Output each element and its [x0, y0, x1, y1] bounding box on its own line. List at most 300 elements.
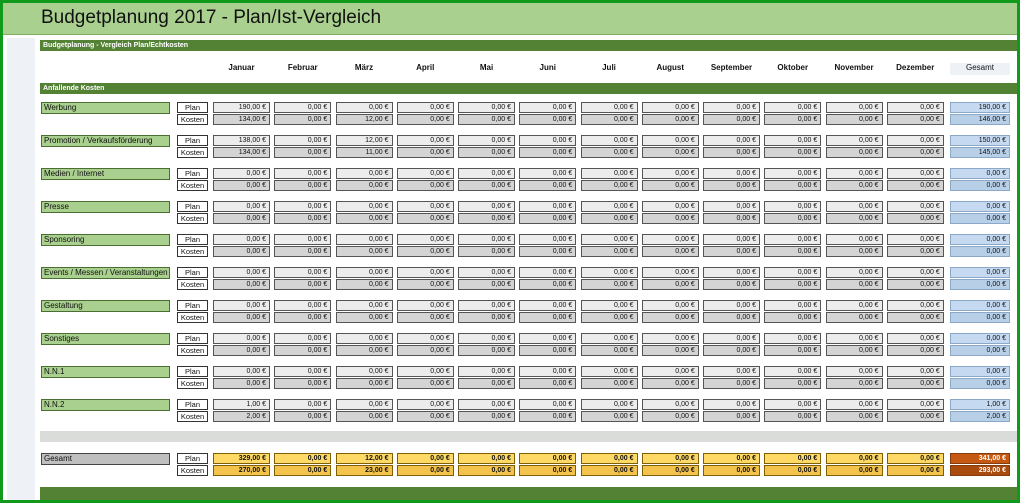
kosten-cell[interactable]: 0,00 €: [458, 246, 515, 257]
plan-cell[interactable]: 0,00 €: [274, 267, 331, 278]
plan-cell[interactable]: 0,00 €: [274, 201, 331, 212]
plan-cell[interactable]: 0,00 €: [887, 300, 944, 311]
kosten-cell[interactable]: 0,00 €: [397, 180, 454, 191]
kosten-cell[interactable]: 11,00 €: [336, 147, 393, 158]
kosten-cell[interactable]: 0,00 €: [642, 213, 699, 224]
kosten-cell[interactable]: 0,00 €: [397, 147, 454, 158]
kosten-cell[interactable]: 0,00 €: [581, 345, 638, 356]
kosten-cell[interactable]: 0,00 €: [397, 411, 454, 422]
gesamt-plan-cell: 0,00 €: [458, 453, 515, 464]
kosten-cell[interactable]: 0,00 €: [764, 246, 821, 257]
plan-cell[interactable]: 0,00 €: [213, 168, 270, 179]
plan-cell[interactable]: 0,00 €: [519, 168, 576, 179]
plan-cell[interactable]: 0,00 €: [887, 135, 944, 146]
kosten-cell[interactable]: 0,00 €: [642, 378, 699, 389]
plan-cell[interactable]: 0,00 €: [458, 135, 515, 146]
kosten-cell[interactable]: 0,00 €: [458, 180, 515, 191]
kosten-cell[interactable]: 0,00 €: [703, 246, 760, 257]
kosten-cell[interactable]: 0,00 €: [397, 378, 454, 389]
kosten-cell[interactable]: 0,00 €: [274, 147, 331, 158]
kosten-cell[interactable]: 0,00 €: [826, 246, 883, 257]
kosten-cell[interactable]: 0,00 €: [519, 246, 576, 257]
plan-cell[interactable]: 0,00 €: [519, 102, 576, 113]
month-header-8: September: [710, 63, 753, 72]
kosten-cell[interactable]: 0,00 €: [458, 147, 515, 158]
kosten-cell[interactable]: 0,00 €: [581, 279, 638, 290]
plan-cell[interactable]: 0,00 €: [764, 399, 821, 410]
kosten-cell[interactable]: 0,00 €: [887, 378, 944, 389]
kosten-cell[interactable]: 0,00 €: [581, 411, 638, 422]
total-kosten-cell: 0,00 €: [950, 378, 1010, 389]
kosten-cell[interactable]: 0,00 €: [274, 114, 331, 125]
kosten-cell[interactable]: 0,00 €: [703, 213, 760, 224]
kosten-cell[interactable]: 0,00 €: [274, 246, 331, 257]
kosten-cell[interactable]: 0,00 €: [336, 279, 393, 290]
gesamt-kosten-cell: 0,00 €: [764, 465, 821, 476]
kosten-cell[interactable]: 0,00 €: [336, 213, 393, 224]
kosten-cell[interactable]: 2,00 €: [213, 411, 270, 422]
kosten-label: Kosten: [177, 180, 208, 191]
kosten-cell[interactable]: 0,00 €: [764, 345, 821, 356]
kosten-label: Kosten: [177, 114, 208, 125]
plan-cell[interactable]: 0,00 €: [826, 102, 883, 113]
plan-cell[interactable]: 0,00 €: [274, 300, 331, 311]
gesamt-kosten-cell: 0,00 €: [519, 465, 576, 476]
plan-cell[interactable]: 0,00 €: [581, 135, 638, 146]
plan-cell[interactable]: 0,00 €: [519, 267, 576, 278]
plan-label: Plan: [177, 300, 208, 311]
kosten-cell[interactable]: 0,00 €: [581, 378, 638, 389]
month-header-7: August: [656, 63, 685, 72]
plan-cell[interactable]: 0,00 €: [397, 333, 454, 344]
plan-cell[interactable]: 0,00 €: [336, 300, 393, 311]
plan-cell[interactable]: 0,00 €: [887, 267, 944, 278]
plan-cell[interactable]: 0,00 €: [336, 102, 393, 113]
kosten-cell[interactable]: 0,00 €: [764, 147, 821, 158]
kosten-cell[interactable]: 0,00 €: [274, 312, 331, 323]
kosten-label: Kosten: [177, 279, 208, 290]
plan-cell[interactable]: 0,00 €: [887, 399, 944, 410]
kosten-cell[interactable]: 0,00 €: [642, 180, 699, 191]
plan-cell[interactable]: 0,00 €: [397, 267, 454, 278]
kosten-cell[interactable]: 0,00 €: [458, 312, 515, 323]
plan-cell[interactable]: 0,00 €: [458, 102, 515, 113]
kosten-cell[interactable]: 134,00 €: [213, 147, 270, 158]
plan-cell[interactable]: 0,00 €: [397, 300, 454, 311]
plan-cell[interactable]: 0,00 €: [336, 333, 393, 344]
plan-cell[interactable]: 0,00 €: [519, 201, 576, 212]
kosten-cell[interactable]: 0,00 €: [458, 345, 515, 356]
plan-cell[interactable]: 0,00 €: [458, 168, 515, 179]
kosten-cell[interactable]: 134,00 €: [213, 114, 270, 125]
kosten-label: Kosten: [177, 246, 208, 257]
gesamt-kosten-cell: 0,00 €: [581, 465, 638, 476]
gesamt-plan-cell: 0,00 €: [703, 453, 760, 464]
gesamt-kosten-cell: 0,00 €: [826, 465, 883, 476]
plan-cell[interactable]: 0,00 €: [703, 135, 760, 146]
plan-cell[interactable]: 0,00 €: [458, 300, 515, 311]
plan-cell[interactable]: 0,00 €: [703, 234, 760, 245]
kosten-cell[interactable]: 0,00 €: [642, 279, 699, 290]
plan-cell[interactable]: 0,00 €: [458, 333, 515, 344]
plan-cell[interactable]: 0,00 €: [274, 135, 331, 146]
plan-cell[interactable]: 0,00 €: [703, 366, 760, 377]
plan-cell[interactable]: 0,00 €: [887, 333, 944, 344]
plan-cell[interactable]: 0,00 €: [519, 135, 576, 146]
kosten-cell[interactable]: 0,00 €: [274, 180, 331, 191]
kosten-cell[interactable]: 0,00 €: [274, 213, 331, 224]
plan-cell[interactable]: 0,00 €: [336, 399, 393, 410]
kosten-cell[interactable]: 0,00 €: [703, 114, 760, 125]
total-kosten-cell: 146,00 €: [950, 114, 1010, 125]
kosten-cell[interactable]: 12,00 €: [336, 114, 393, 125]
plan-cell[interactable]: 0,00 €: [519, 300, 576, 311]
plan-cell[interactable]: 0,00 €: [458, 201, 515, 212]
plan-cell[interactable]: 0,00 €: [764, 102, 821, 113]
kosten-cell[interactable]: 0,00 €: [826, 147, 883, 158]
month-header-11: Dezember: [896, 63, 935, 72]
kosten-cell[interactable]: 0,00 €: [581, 312, 638, 323]
gesamt-plan-cell: 0,00 €: [581, 453, 638, 464]
plan-cell[interactable]: 0,00 €: [213, 234, 270, 245]
plan-cell[interactable]: 0,00 €: [826, 135, 883, 146]
category-label: Sonstiges: [41, 333, 170, 345]
kosten-cell[interactable]: 0,00 €: [764, 279, 821, 290]
kosten-cell[interactable]: 0,00 €: [703, 345, 760, 356]
plan-cell[interactable]: 0,00 €: [703, 201, 760, 212]
gesamt-plan-cell: 0,00 €: [764, 453, 821, 464]
kosten-cell[interactable]: 0,00 €: [581, 213, 638, 224]
kosten-cell[interactable]: 0,00 €: [397, 246, 454, 257]
plan-cell[interactable]: 0,00 €: [887, 201, 944, 212]
plan-cell[interactable]: 190,00 €: [213, 102, 270, 113]
plan-cell[interactable]: 0,00 €: [764, 135, 821, 146]
kosten-cell[interactable]: 0,00 €: [397, 279, 454, 290]
plan-cell[interactable]: 0,00 €: [887, 102, 944, 113]
plan-cell[interactable]: 0,00 €: [397, 234, 454, 245]
kosten-cell[interactable]: 0,00 €: [397, 213, 454, 224]
plan-cell[interactable]: 0,00 €: [764, 168, 821, 179]
kosten-cell[interactable]: 0,00 €: [519, 378, 576, 389]
plan-cell[interactable]: 0,00 €: [397, 168, 454, 179]
kosten-cell[interactable]: 0,00 €: [213, 180, 270, 191]
kosten-cell[interactable]: 0,00 €: [274, 279, 331, 290]
plan-cell[interactable]: 138,00 €: [213, 135, 270, 146]
plan-cell[interactable]: 0,00 €: [336, 201, 393, 212]
category-label: Werbung: [41, 102, 170, 114]
plan-cell[interactable]: 0,00 €: [581, 366, 638, 377]
total-kosten-cell: 0,00 €: [950, 246, 1010, 257]
plan-cell[interactable]: 0,00 €: [764, 201, 821, 212]
plan-cell[interactable]: 0,00 €: [642, 366, 699, 377]
plan-cell[interactable]: 0,00 €: [826, 300, 883, 311]
kosten-cell[interactable]: 0,00 €: [703, 180, 760, 191]
plan-cell[interactable]: 0,00 €: [336, 267, 393, 278]
gesamt-plan-cell: 0,00 €: [519, 453, 576, 464]
plan-cell[interactable]: 0,00 €: [642, 267, 699, 278]
plan-cell[interactable]: 0,00 €: [826, 267, 883, 278]
kosten-cell[interactable]: 0,00 €: [336, 411, 393, 422]
plan-cell[interactable]: 0,00 €: [397, 102, 454, 113]
plan-cell[interactable]: 0,00 €: [826, 168, 883, 179]
kosten-cell[interactable]: 0,00 €: [274, 411, 331, 422]
kosten-cell[interactable]: 0,00 €: [887, 279, 944, 290]
plan-cell[interactable]: 0,00 €: [336, 366, 393, 377]
kosten-cell[interactable]: 0,00 €: [213, 378, 270, 389]
kosten-cell[interactable]: 0,00 €: [336, 312, 393, 323]
plan-cell[interactable]: 0,00 €: [887, 168, 944, 179]
plan-cell[interactable]: 0,00 €: [274, 399, 331, 410]
kosten-cell[interactable]: 0,00 €: [887, 246, 944, 257]
kosten-cell[interactable]: 0,00 €: [887, 213, 944, 224]
kosten-cell[interactable]: 0,00 €: [519, 114, 576, 125]
kosten-cell[interactable]: 0,00 €: [887, 411, 944, 422]
kosten-cell[interactable]: 0,00 €: [336, 246, 393, 257]
total-kosten-cell: 0,00 €: [950, 279, 1010, 290]
gesamt-kosten-cell: 0,00 €: [642, 465, 699, 476]
plan-cell[interactable]: 0,00 €: [826, 234, 883, 245]
kosten-cell[interactable]: 0,00 €: [887, 180, 944, 191]
kosten-label: Kosten: [177, 147, 208, 158]
kosten-cell[interactable]: 0,00 €: [213, 213, 270, 224]
plan-cell[interactable]: 0,00 €: [397, 201, 454, 212]
plan-cell[interactable]: 0,00 €: [581, 399, 638, 410]
kosten-cell[interactable]: 0,00 €: [336, 345, 393, 356]
plan-cell[interactable]: 0,00 €: [397, 135, 454, 146]
total-kosten-cell: 0,00 €: [950, 345, 1010, 356]
plan-cell[interactable]: 0,00 €: [458, 399, 515, 410]
kosten-cell[interactable]: 0,00 €: [397, 312, 454, 323]
plan-cell[interactable]: 0,00 €: [642, 300, 699, 311]
kosten-cell[interactable]: 0,00 €: [213, 345, 270, 356]
plan-label: Plan: [177, 102, 208, 113]
kosten-label: Kosten: [177, 378, 208, 389]
kosten-cell[interactable]: 0,00 €: [764, 213, 821, 224]
plan-cell[interactable]: 0,00 €: [213, 366, 270, 377]
plan-cell[interactable]: 0,00 €: [642, 135, 699, 146]
kosten-cell[interactable]: 0,00 €: [887, 114, 944, 125]
plan-cell[interactable]: 0,00 €: [703, 333, 760, 344]
kosten-cell[interactable]: 0,00 €: [826, 378, 883, 389]
kosten-cell[interactable]: 0,00 €: [764, 180, 821, 191]
gesamt-plan-cell: 0,00 €: [274, 453, 331, 464]
kosten-cell[interactable]: 0,00 €: [213, 246, 270, 257]
kosten-cell[interactable]: 0,00 €: [703, 312, 760, 323]
kosten-cell[interactable]: 0,00 €: [826, 411, 883, 422]
plan-cell[interactable]: 0,00 €: [581, 267, 638, 278]
kosten-cell[interactable]: 0,00 €: [458, 411, 515, 422]
plan-cell[interactable]: 0,00 €: [887, 234, 944, 245]
kosten-cell[interactable]: 0,00 €: [826, 345, 883, 356]
month-header-6: Juli: [602, 63, 616, 72]
kosten-cell[interactable]: 0,00 €: [397, 114, 454, 125]
kosten-cell[interactable]: 0,00 €: [519, 279, 576, 290]
kosten-cell[interactable]: 0,00 €: [519, 312, 576, 323]
plan-cell[interactable]: 0,00 €: [826, 333, 883, 344]
gesamt-plan-cell: 0,00 €: [642, 453, 699, 464]
plan-cell[interactable]: 0,00 €: [274, 366, 331, 377]
kosten-cell[interactable]: 0,00 €: [887, 345, 944, 356]
kosten-label: Kosten: [177, 213, 208, 224]
kosten-cell[interactable]: 0,00 €: [642, 345, 699, 356]
plan-cell[interactable]: 0,00 €: [336, 234, 393, 245]
month-header-10: November: [834, 63, 874, 72]
plan-cell[interactable]: 0,00 €: [887, 366, 944, 377]
plan-cell[interactable]: 0,00 €: [581, 234, 638, 245]
plan-cell[interactable]: 0,00 €: [274, 168, 331, 179]
plan-cell[interactable]: 0,00 €: [826, 201, 883, 212]
plan-cell[interactable]: 0,00 €: [581, 168, 638, 179]
category-label: Presse: [41, 201, 170, 213]
plan-cell[interactable]: 0,00 €: [826, 366, 883, 377]
plan-cell[interactable]: 0,00 €: [274, 333, 331, 344]
total-kosten-cell: 0,00 €: [950, 213, 1010, 224]
kosten-cell[interactable]: 0,00 €: [826, 312, 883, 323]
month-header-2: März: [354, 63, 374, 72]
kosten-cell[interactable]: 0,00 €: [519, 411, 576, 422]
total-plan-cell: 0,00 €: [950, 366, 1010, 377]
plan-cell[interactable]: 0,00 €: [703, 168, 760, 179]
kosten-cell[interactable]: 0,00 €: [642, 312, 699, 323]
plan-cell[interactable]: 0,00 €: [274, 234, 331, 245]
gesamt-kosten-cell: 0,00 €: [887, 465, 944, 476]
total-plan-cell: 0,00 €: [950, 333, 1010, 344]
plan-cell[interactable]: 0,00 €: [703, 300, 760, 311]
kosten-cell[interactable]: 0,00 €: [336, 378, 393, 389]
title-bar: [3, 3, 1017, 35]
kosten-cell[interactable]: 0,00 €: [581, 147, 638, 158]
gesamt-kosten-cell: 0,00 €: [397, 465, 454, 476]
kosten-cell[interactable]: 0,00 €: [887, 312, 944, 323]
plan-cell[interactable]: 0,00 €: [213, 333, 270, 344]
budget-sheet: [7, 38, 1017, 500]
plan-cell[interactable]: 0,00 €: [458, 267, 515, 278]
plan-cell[interactable]: 0,00 €: [213, 300, 270, 311]
plan-cell[interactable]: 0,00 €: [213, 201, 270, 212]
kosten-cell[interactable]: 0,00 €: [458, 279, 515, 290]
plan-cell[interactable]: 0,00 €: [642, 168, 699, 179]
kosten-cell[interactable]: 0,00 €: [826, 114, 883, 125]
kosten-cell[interactable]: 0,00 €: [764, 312, 821, 323]
plan-label: Plan: [177, 267, 208, 278]
kosten-cell[interactable]: 0,00 €: [581, 246, 638, 257]
plan-cell[interactable]: 0,00 €: [703, 399, 760, 410]
kosten-cell[interactable]: 0,00 €: [458, 378, 515, 389]
plan-cell[interactable]: 0,00 €: [642, 102, 699, 113]
plan-cell[interactable]: 0,00 €: [213, 267, 270, 278]
total-plan-cell: 190,00 €: [950, 102, 1010, 113]
plan-cell[interactable]: 0,00 €: [642, 234, 699, 245]
kosten-cell[interactable]: 0,00 €: [336, 180, 393, 191]
plan-cell[interactable]: 12,00 €: [336, 135, 393, 146]
category-label: N.N.2: [41, 399, 170, 411]
plan-cell[interactable]: 0,00 €: [397, 366, 454, 377]
plan-cell[interactable]: 0,00 €: [519, 399, 576, 410]
total-plan-cell: 0,00 €: [950, 300, 1010, 311]
plan-label: Plan: [177, 234, 208, 245]
kosten-cell[interactable]: 0,00 €: [764, 378, 821, 389]
plan-cell[interactable]: 1,00 €: [213, 399, 270, 410]
plan-cell[interactable]: 0,00 €: [581, 102, 638, 113]
total-plan-cell: 150,00 €: [950, 135, 1010, 146]
plan-cell[interactable]: 0,00 €: [519, 333, 576, 344]
kosten-cell[interactable]: 0,00 €: [642, 114, 699, 125]
kosten-cell[interactable]: 0,00 €: [274, 345, 331, 356]
gesamt-plan-cell: 12,00 €: [336, 453, 393, 464]
plan-cell[interactable]: 0,00 €: [703, 267, 760, 278]
plan-cell[interactable]: 0,00 €: [764, 234, 821, 245]
plan-cell[interactable]: 0,00 €: [581, 300, 638, 311]
kosten-cell[interactable]: 0,00 €: [397, 345, 454, 356]
gesamt-kosten-cell: 0,00 €: [703, 465, 760, 476]
plan-cell[interactable]: 0,00 €: [458, 234, 515, 245]
kosten-cell[interactable]: 0,00 €: [826, 279, 883, 290]
kosten-cell[interactable]: 0,00 €: [458, 114, 515, 125]
footer-band: [40, 487, 1017, 500]
plan-cell[interactable]: 0,00 €: [397, 399, 454, 410]
plan-cell[interactable]: 0,00 €: [764, 333, 821, 344]
plan-cell[interactable]: 0,00 €: [581, 201, 638, 212]
kosten-cell[interactable]: 0,00 €: [581, 180, 638, 191]
plan-label: Plan: [177, 201, 208, 212]
kosten-cell[interactable]: 0,00 €: [826, 180, 883, 191]
kosten-cell[interactable]: 0,00 €: [642, 147, 699, 158]
kosten-cell[interactable]: 0,00 €: [764, 114, 821, 125]
total-kosten-cell: 0,00 €: [950, 180, 1010, 191]
kosten-cell[interactable]: 0,00 €: [887, 147, 944, 158]
spreadsheet-window: [3, 3, 1017, 500]
kosten-cell[interactable]: 0,00 €: [703, 378, 760, 389]
category-label: N.N.1: [41, 366, 170, 378]
gesamt-plan-label: Plan: [177, 453, 208, 464]
kosten-cell[interactable]: 0,00 €: [274, 378, 331, 389]
plan-cell[interactable]: 0,00 €: [642, 399, 699, 410]
plan-cell[interactable]: 0,00 €: [642, 201, 699, 212]
kosten-cell[interactable]: 0,00 €: [519, 213, 576, 224]
kosten-cell[interactable]: 0,00 €: [519, 147, 576, 158]
plan-cell[interactable]: 0,00 €: [581, 333, 638, 344]
plan-cell[interactable]: 0,00 €: [703, 102, 760, 113]
plan-cell[interactable]: 0,00 €: [764, 300, 821, 311]
kosten-cell[interactable]: 0,00 €: [642, 411, 699, 422]
plan-cell[interactable]: 0,00 €: [519, 366, 576, 377]
plan-cell[interactable]: 0,00 €: [764, 366, 821, 377]
plan-cell[interactable]: 0,00 €: [519, 234, 576, 245]
kosten-cell[interactable]: 0,00 €: [213, 279, 270, 290]
kosten-cell[interactable]: 0,00 €: [703, 147, 760, 158]
kosten-cell[interactable]: 0,00 €: [642, 246, 699, 257]
kosten-cell[interactable]: 0,00 €: [519, 345, 576, 356]
kosten-cell[interactable]: 0,00 €: [213, 312, 270, 323]
kosten-cell[interactable]: 0,00 €: [458, 213, 515, 224]
plan-cell[interactable]: 0,00 €: [826, 399, 883, 410]
kosten-cell[interactable]: 0,00 €: [764, 411, 821, 422]
kosten-cell[interactable]: 0,00 €: [826, 213, 883, 224]
month-header-1: Februar: [287, 63, 318, 72]
gesamt-kosten-label: Kosten: [177, 465, 208, 476]
plan-cell[interactable]: 0,00 €: [642, 333, 699, 344]
kosten-cell[interactable]: 0,00 €: [581, 114, 638, 125]
plan-label: Plan: [177, 168, 208, 179]
spacer-row: [40, 431, 1017, 442]
kosten-cell[interactable]: 0,00 €: [519, 180, 576, 191]
plan-cell[interactable]: 0,00 €: [764, 267, 821, 278]
plan-cell[interactable]: 0,00 €: [274, 102, 331, 113]
plan-cell[interactable]: 0,00 €: [336, 168, 393, 179]
plan-cell[interactable]: 0,00 €: [458, 366, 515, 377]
kosten-cell[interactable]: 0,00 €: [703, 279, 760, 290]
kosten-cell[interactable]: 0,00 €: [703, 411, 760, 422]
